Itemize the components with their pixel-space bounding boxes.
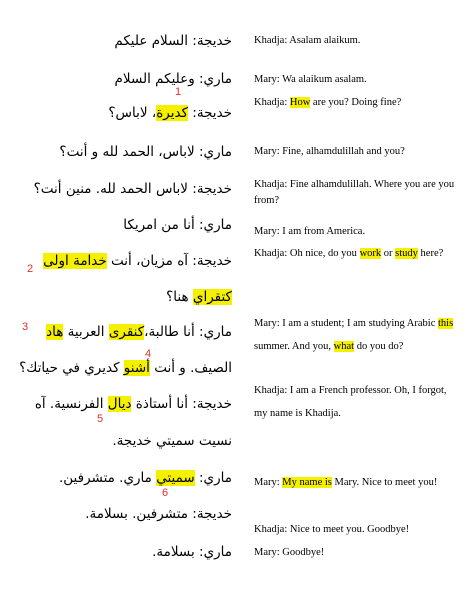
english-line-7: [254, 246, 466, 262]
english-text: Mary. Nice to meet you!: [331, 477, 438, 488]
arabic-text: خديجة:: [188, 105, 232, 121]
highlighted-word: this: [438, 318, 454, 329]
english-text: Mary: I am a student; I am studying Arabic: [254, 318, 439, 329]
highlighted-word: كنقرى: [108, 324, 145, 340]
highlighted-word: سميتي: [156, 470, 195, 486]
arabic-line-14: خديجة: متشرفين. بسلامة.: [85, 506, 232, 522]
english-line-3: [254, 95, 466, 111]
note-marker: 5: [97, 413, 104, 425]
arabic-text: هنا؟: [166, 289, 193, 305]
arabic-line-1: خديجة: السلام عليكم: [114, 33, 232, 49]
arabic-line-6: ماري: أنا من امريكا: [123, 217, 232, 233]
highlighted-word: study: [395, 248, 418, 259]
note-marker: 1: [175, 86, 182, 98]
arabic-line-9: [17, 323, 232, 341]
arabic-line-5: خديجة: لاباس الحمد لله. منين أنت؟: [33, 181, 232, 197]
english-text: or: [381, 248, 396, 259]
english-text: are you? Doing fine?: [310, 97, 402, 108]
arabic-text: ماري:: [194, 470, 232, 486]
highlighted-word: أشنو: [123, 360, 150, 376]
arabic-line-7: [17, 252, 232, 270]
arabic-text: خديجة: آه مزيان، أنت: [106, 253, 232, 269]
arabic-text: الفرنسية. آه: [34, 396, 108, 412]
english-text: do you do?: [354, 341, 404, 352]
highlighted-word: work: [359, 248, 382, 259]
arabic-text: ماري: أنا طالبة،: [144, 324, 232, 340]
arabic-line-10: [17, 359, 232, 377]
highlighted-word: what: [333, 341, 355, 352]
highlighted-word: خدامة اولى: [43, 253, 107, 269]
english-line-14: Mary: Goodbye!: [254, 547, 325, 558]
english-line-6: Mary: I am from America.: [254, 226, 366, 237]
english-line-5: [254, 177, 466, 209]
arabic-text: ماري. متشرفين.: [58, 470, 157, 486]
arabic-text: كديري في حياتك؟: [19, 360, 124, 376]
english-line-9: [254, 339, 466, 355]
arabic-line-4: ماري: لاباس، الحمد لله و أنت؟: [59, 144, 232, 160]
note-marker: 3: [22, 321, 29, 333]
arabic-line-13: [17, 469, 232, 487]
english-line-10: Khadja: I am a French professor. Oh, I forgot,: [254, 385, 447, 396]
note-marker: 2: [27, 263, 34, 275]
english-text: Mary:: [254, 477, 283, 488]
english-text: Khadja: Fine alhamdulillah. Where you are you: [254, 179, 455, 190]
english-line-2: Mary: Wa alaikum asalam.: [254, 74, 367, 85]
english-line-4: Mary: Fine, alhamdulillah and you?: [254, 146, 405, 157]
arabic-line-3: [17, 104, 232, 122]
english-text: Khadja: Oh nice, do you: [254, 248, 360, 259]
highlighted-word: How: [289, 97, 311, 108]
english-line-1: Khadja: Asalam alaikum.: [254, 35, 361, 46]
arabic-text: خديجة: أنا أستاذة: [131, 396, 232, 412]
highlighted-word: My name is: [282, 477, 332, 488]
arabic-line-12: نسيت سميتي خديجة.: [112, 433, 232, 449]
arabic-text: ، لاباس؟: [108, 105, 157, 121]
highlighted-word: كتقراي: [192, 289, 232, 305]
english-text: here?: [417, 248, 444, 259]
english-text: summer. And you,: [254, 341, 334, 352]
note-marker: 6: [162, 487, 169, 499]
english-text: Khadja:: [254, 97, 290, 108]
arabic-text: العربية: [63, 324, 109, 340]
english-line-11: my name is Khadija.: [254, 408, 341, 419]
highlighted-word: ديال: [107, 396, 132, 412]
english-line-13: Khadja: Nice to meet you. Goodbye!: [254, 524, 410, 535]
english-line-8: [254, 316, 466, 332]
english-line-12: [254, 475, 466, 491]
arabic-line-11: [17, 395, 232, 413]
arabic-line-2: ماري: وعليكم السلام: [114, 71, 232, 87]
arabic-text: الصيف. و أنت: [149, 360, 232, 376]
highlighted-word: هاد: [46, 324, 64, 340]
arabic-line-8: [17, 288, 232, 306]
note-marker: 4: [145, 348, 152, 360]
arabic-line-15: ماري: بسلامة.: [152, 544, 232, 560]
highlighted-word: كديرة: [156, 105, 189, 121]
english-text: from?: [254, 195, 280, 206]
